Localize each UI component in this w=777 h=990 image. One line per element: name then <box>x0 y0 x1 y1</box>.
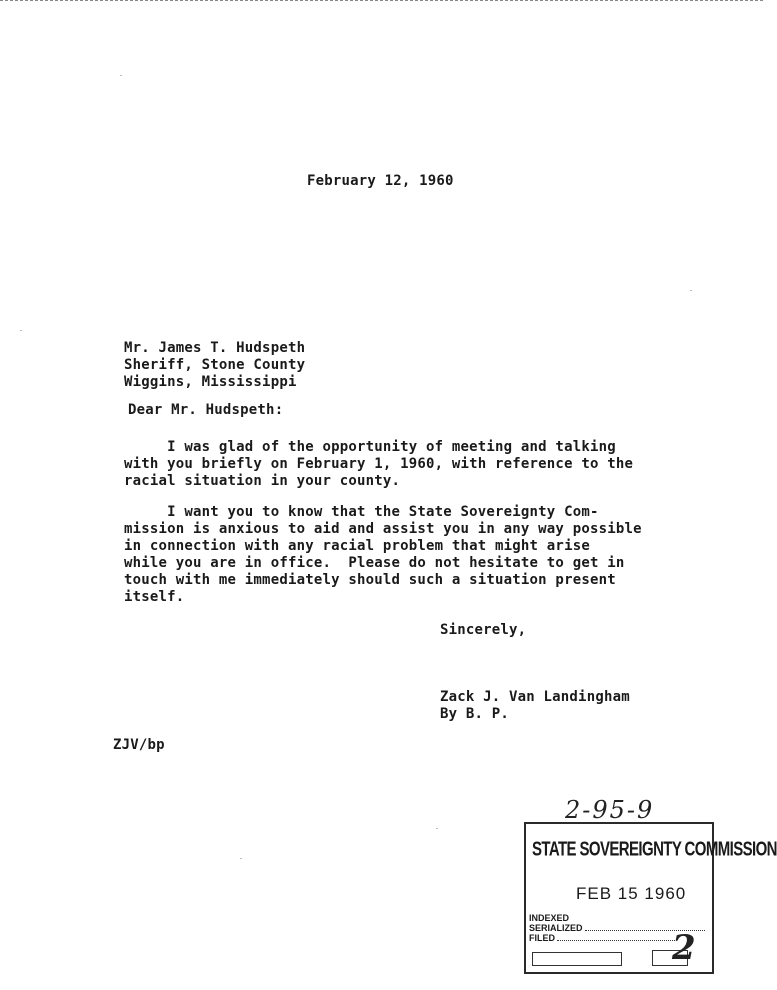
reference-initials: ZJV/bp <box>113 737 165 753</box>
address-line: Mr. James T. Hudspeth <box>124 340 306 356</box>
stamp-box <box>532 952 622 966</box>
paragraph-line: itself. <box>124 589 185 605</box>
paragraph-line: racial situation in your county. <box>124 473 401 489</box>
letter-date: February 12, 1960 <box>307 173 454 189</box>
paragraph-line: I want you to know that the State Sovereignty Com- <box>124 504 599 520</box>
paper-speck <box>20 330 22 331</box>
handwritten-mark: 2 <box>672 928 696 968</box>
paragraph-line: in connection with any racial problem that might arise <box>124 538 590 554</box>
address-line: Sheriff, Stone County <box>124 357 306 373</box>
salutation: Dear Mr. Hudspeth: <box>128 402 284 418</box>
body-paragraph-2 <box>124 504 642 606</box>
page-top-edge <box>0 0 763 6</box>
body-paragraph-1 <box>124 439 633 490</box>
paragraph-line: with you briefly on February 1, 1960, with reference to the <box>124 456 634 472</box>
stamp-field-label: SERIALIZED <box>529 923 583 933</box>
signature-name: Zack J. Van Landingham <box>440 689 630 705</box>
paper-speck <box>120 75 122 76</box>
paper-speck <box>240 858 242 859</box>
dotted-line <box>557 933 677 941</box>
stamp-field-label: INDEXED <box>529 913 570 923</box>
paragraph-line: I was glad of the opportunity of meeting and talking <box>124 439 616 455</box>
signature-by: By B. P. <box>440 706 510 722</box>
handwritten-file-number: 2-95-9 <box>565 796 655 824</box>
paper-speck <box>690 290 692 291</box>
recipient-address <box>124 340 305 391</box>
paragraph-line: while you are in office. Please do not hesitate to get in <box>124 555 625 571</box>
paragraph-line: touch with me immediately should such a situation present <box>124 572 616 588</box>
stamp-field-row <box>529 913 705 923</box>
stamp-title: STATE SOVEREIGNTY COMMISSION <box>532 838 777 861</box>
closing: Sincerely, <box>440 622 527 638</box>
stamp-field-label: FILED <box>529 933 555 943</box>
stamp-date: FEB 15 1960 <box>576 884 687 903</box>
paragraph-line: mission is anxious to aid and assist you in any way possible <box>124 521 642 537</box>
paper-speck <box>436 828 438 829</box>
address-line: Wiggins, Mississippi <box>124 374 297 390</box>
signature-block <box>440 689 630 723</box>
